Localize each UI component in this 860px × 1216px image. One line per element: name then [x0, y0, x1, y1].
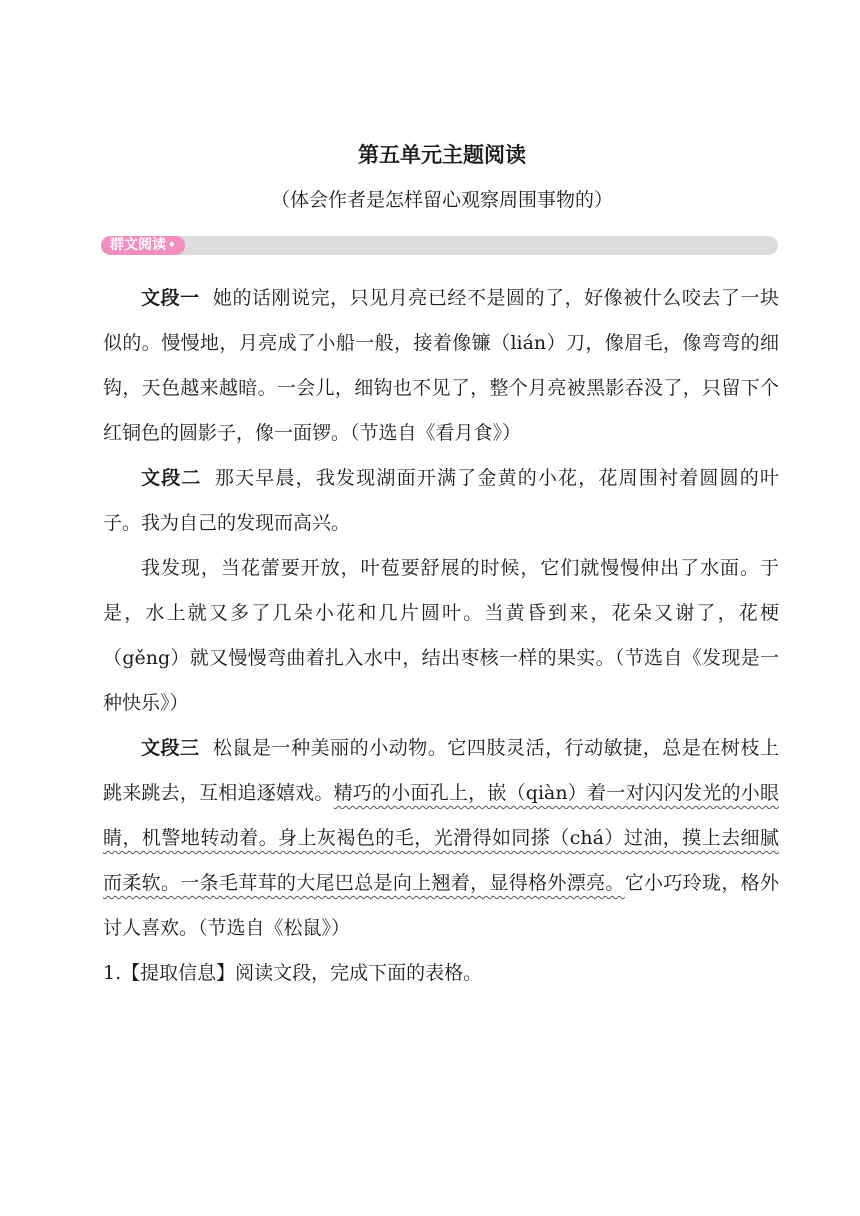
passage-3-text-before: 松鼠是一种美丽的小动物。它四肢灵活，行动敏捷，总是在树枝上跳来跳去，互相追逐嬉戏。: [103, 737, 779, 804]
section-tag-label: 群文阅读: [110, 237, 166, 253]
section-banner: [101, 236, 778, 255]
passage-2: [103, 456, 779, 546]
section-tag: [101, 236, 185, 255]
section-tag-dot: •: [168, 238, 176, 252]
page-title: 第五单元主题阅读: [358, 143, 526, 167]
passage-3-underlined-text: 精巧的小面孔上，嵌（qiàn）着一对闪闪发光的小眼睛，机警地转动着。身上灰褐色的毛，光滑得如同搽（chá）过油，摸上去细腻而柔软。一条毛茸茸的大尾巴总是向上翘着，显得格外漂亮。: [103, 782, 779, 894]
passage-1-label: 文段一: [141, 287, 200, 309]
page-subtitle: （体会作者是怎样留心观察周围事物的）: [270, 189, 613, 211]
question-1: 1.【提取信息】阅读文段，完成下面的表格。: [103, 962, 483, 984]
passage-3-label: 文段三: [141, 737, 200, 759]
passage-2-label: 文段二: [141, 467, 202, 489]
passage-3: [103, 726, 779, 951]
passage-3-text-after: 它小巧玲珑，格外讨人喜欢。（节选自《松鼠》）: [103, 872, 779, 939]
passage-2-continuation: 我发现，当花蕾要开放，叶苞要舒展的时候，它们就慢慢伸出了水面。于是，水上就又多了几朵小花和几片圆叶。当黄昏到来，花朵又谢了，花梗（gěng）就又慢慢弯曲着扎入水中，结出枣核一样的果实。（节选自《发现是一种快乐》）: [103, 557, 779, 714]
reading-content: [103, 276, 779, 996]
passage-2-text: 那天早晨，我发现湖面开满了金黄的小花，花周围衬着圆圆的叶子。我为自己的发现而高兴。: [103, 467, 779, 534]
passage-1-text: 她的话刚说完，只见月亮已经不是圆的了，好像被什么咬去了一块似的。慢慢地，月亮成了小船一般，接着像镰（lián）刀，像眉毛，像弯弯的细钩，天色越来越暗。一会儿，细钩也不见了，整个月亮被黑影吞没了，只留下个红铜色的圆影子，像一面锣。（节选自《看月食》）: [103, 287, 779, 444]
passage-1: [103, 276, 779, 456]
